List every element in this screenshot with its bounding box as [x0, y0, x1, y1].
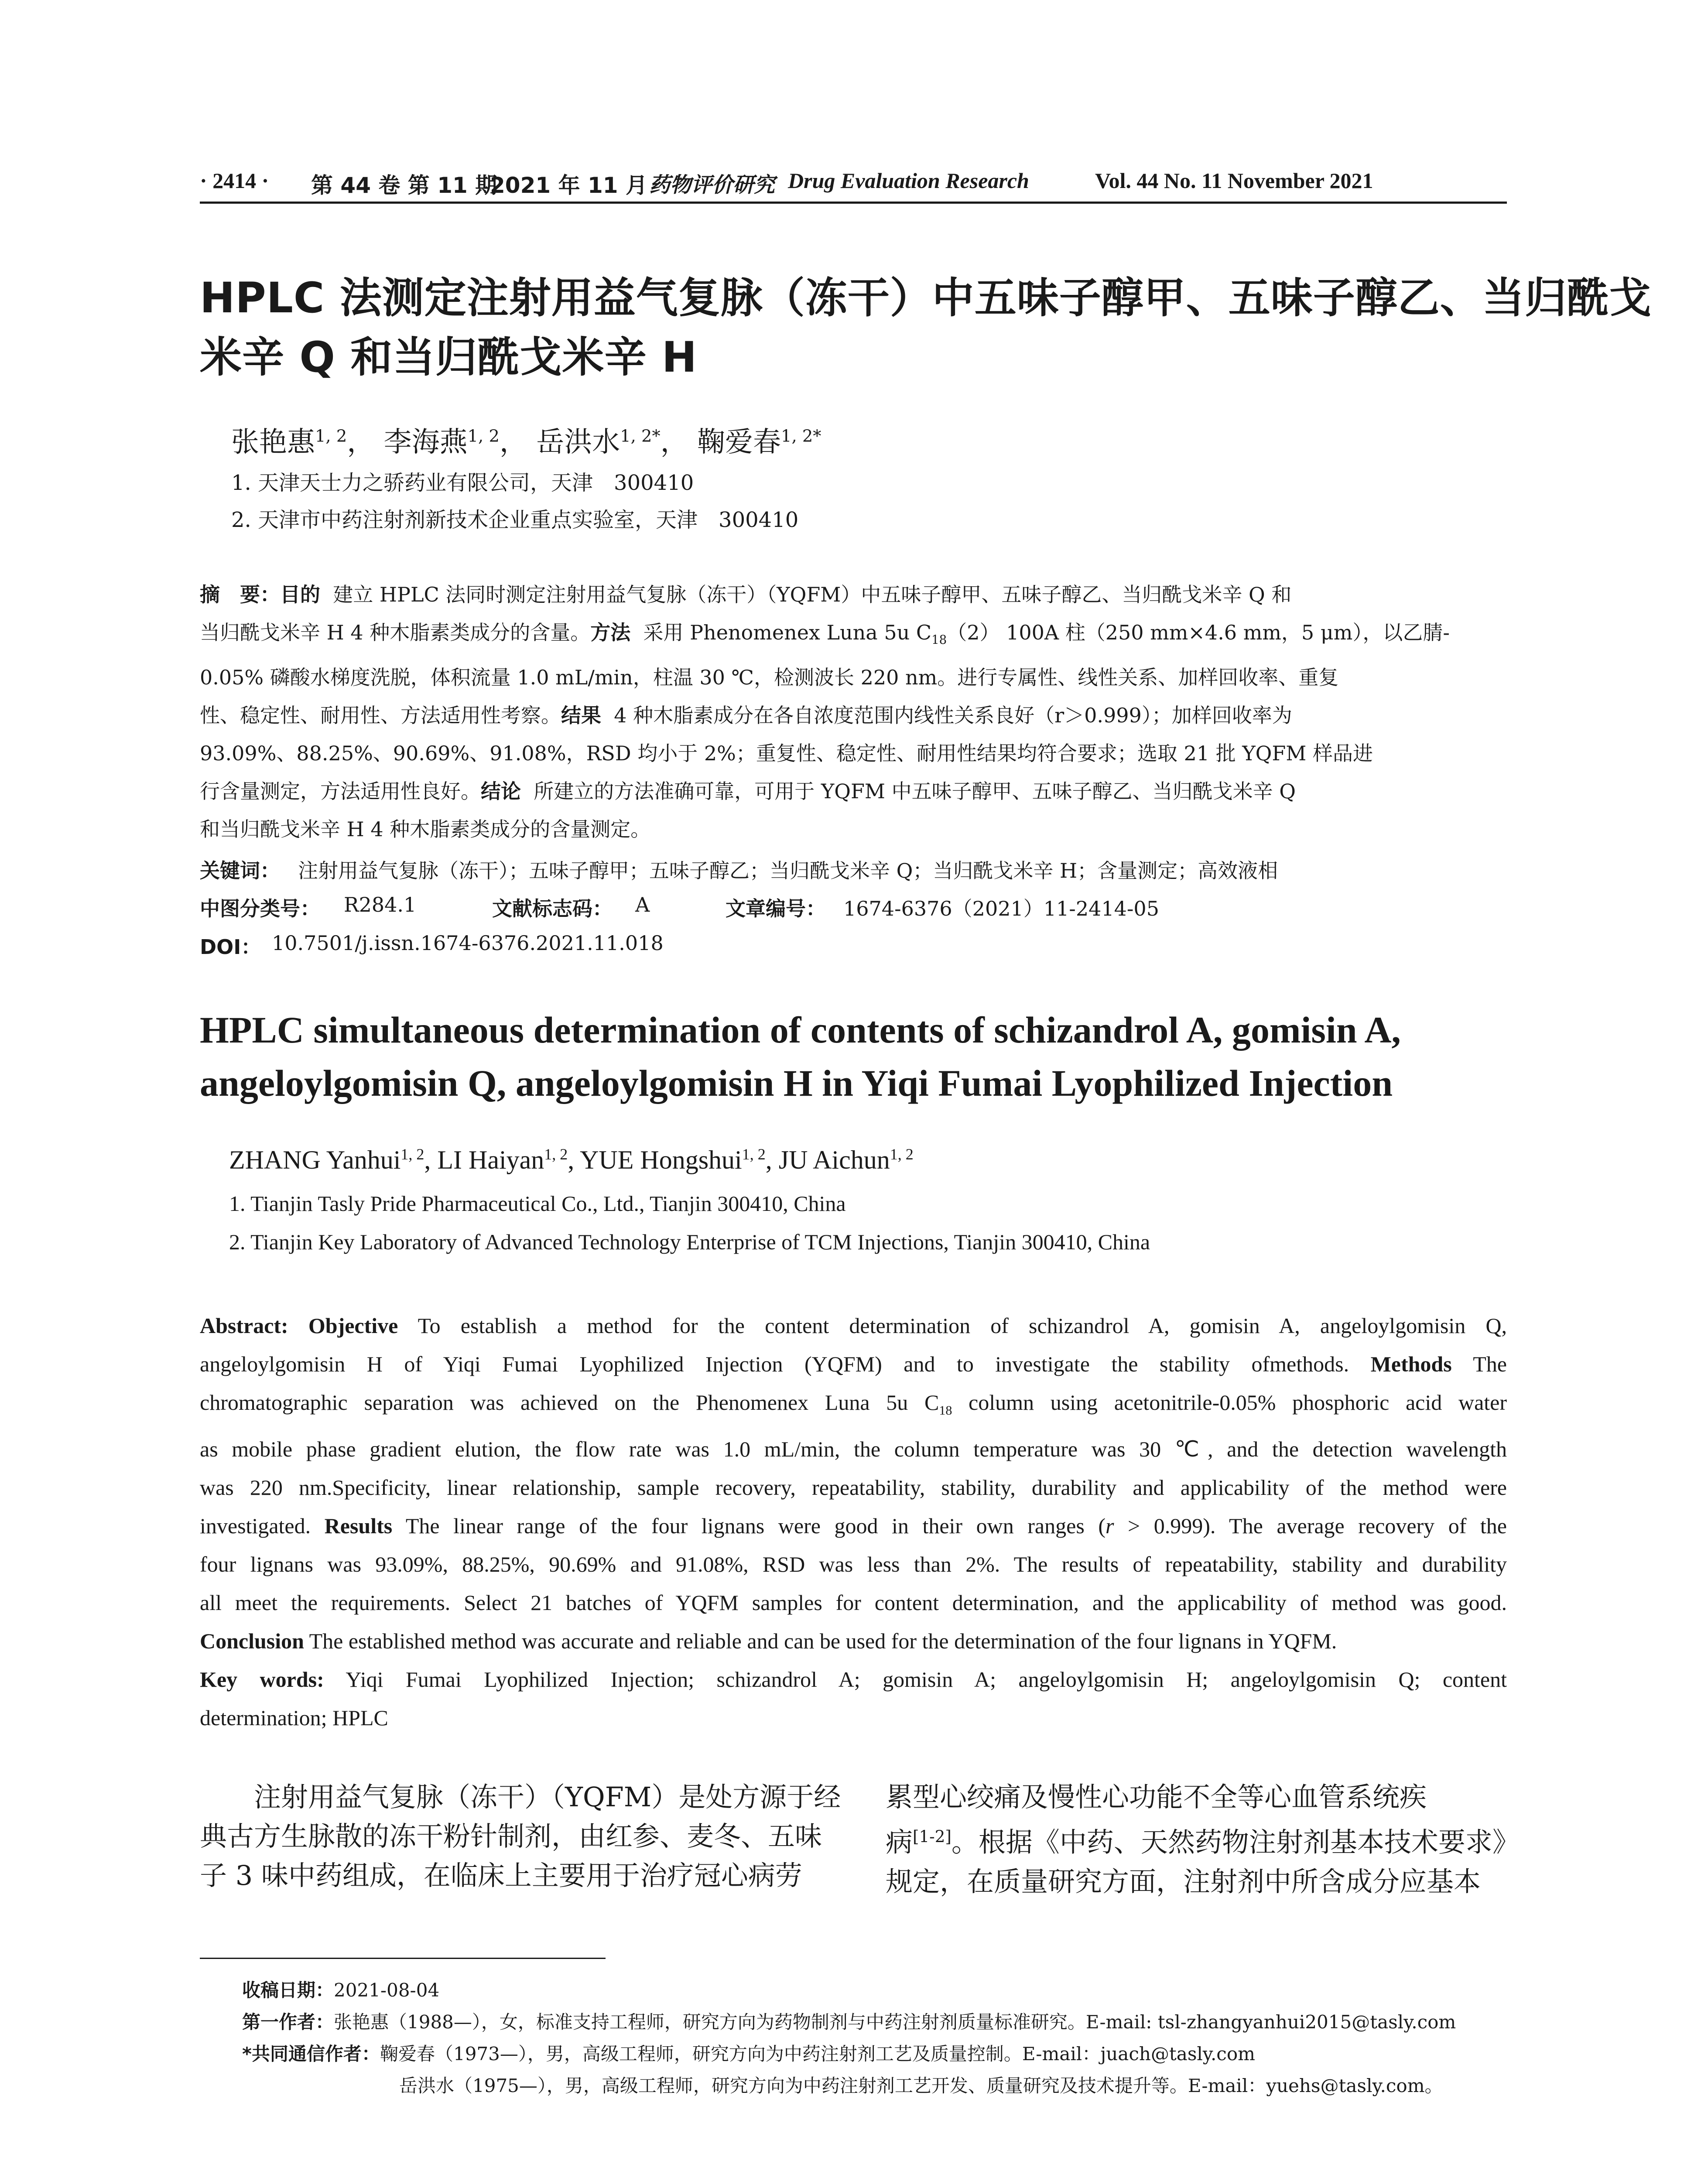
title-en-line-2: angeloylgomisin Q, angeloylgomisin H in Yiqi Fumai Lyophilized Injection	[200, 1062, 1393, 1104]
abstract-cn-line: 0.05% 磷酸水梯度洗脱，体积流量 1.0 mL/min，柱温 30 ℃，检测波长 220 nm。进行专属性、线性关系、加样回收率、重复	[200, 666, 1339, 690]
author-cn-affiliation: 1, 2*	[620, 426, 661, 446]
abstract-cn-line: （2） 100A 柱（250 mm×4.6 mm，5 μm），以乙腈-	[947, 621, 1450, 644]
body-line: 累型心绞痛及慢性心功能不全等心血管系统疾	[886, 1781, 1427, 1813]
abstract-cn-line: 性、稳定性、耐用性、方法适用性考察。	[200, 704, 561, 728]
clc-value: R284.1	[344, 893, 417, 916]
received-date: 2021-08-04	[334, 1979, 440, 2001]
header-rule	[200, 202, 1507, 204]
abstract-en-line: investigated.	[200, 1514, 311, 1538]
body-line: 病	[886, 1826, 913, 1858]
abstract-en	[200, 1306, 1507, 1737]
author-cn-affiliation: 1, 2	[315, 426, 347, 446]
author-separator: ，	[347, 426, 375, 458]
abstract-en-line: The	[1473, 1352, 1507, 1376]
keywords-en-text-cont: determination; HPLC	[200, 1706, 388, 1730]
abstract-en-line: column using acetonitrile-0.05% phosphoric acid water	[952, 1390, 1507, 1415]
conclusion-en-label: Conclusion	[200, 1629, 304, 1653]
article-number-value: 1674-6376（2021）11-2414-05	[843, 897, 1159, 920]
author-en: LI Haiyan	[437, 1145, 544, 1174]
body-line: 规定，在质量研究方面，注射剂中所含成分应基本	[886, 1865, 1481, 1897]
doc-code-value: A	[635, 893, 650, 916]
results-en-label: Results	[324, 1514, 393, 1538]
corresponding-author-2: 岳洪水（1975—），男，高级工程师，研究方向为中药注射剂工艺开发、质量研究及技术提升等。E-mail：yuehs@tasly.com。	[399, 2075, 1443, 2096]
abstract-cn-label: 摘 要：	[200, 583, 280, 606]
abstract-en-line: four lignans was 93.09%, 88.25%, 90.69% and 91.08%, RSD was less than 2%. The results of repeatability, stability and durability	[200, 1552, 1507, 1576]
author-separator: ,	[424, 1145, 438, 1174]
author-separator: ,	[568, 1145, 580, 1174]
corresponding-author-1: 鞠爱春（1973—），男，高级工程师，研究方向为中药注射剂工艺及质量控制。E-mail：juach@tasly.com	[380, 2043, 1255, 2065]
author-separator: ,	[765, 1145, 779, 1174]
body-column-left	[200, 1778, 841, 1895]
citation-ref: [1-2]	[913, 1827, 952, 1846]
result-cn-label: 结果	[561, 704, 601, 728]
author-cn: 李海燕	[383, 426, 468, 458]
article-title-en	[200, 1003, 1509, 1110]
objective-en-label: Objective	[308, 1313, 398, 1338]
clc-label: 中图分类号：	[200, 897, 320, 920]
author-en-affiliation: 1, 2	[544, 1145, 568, 1163]
author-en: JU Aichun	[778, 1145, 890, 1174]
author-cn-affiliation: 1, 2*	[781, 426, 821, 446]
author-separator: ，	[499, 426, 527, 458]
first-author-text: 张艳惠（1988—），女，标准支持工程师，研究方向为药物制剂与中药注射剂质量标准研究。E-mail: tsl-zhangyanhui2015@tasly.com	[334, 2011, 1456, 2033]
body-line: 子 3 味中药组成，在临床上主要用于治疗冠心病劳	[200, 1860, 802, 1891]
header-journal-cn-logo: 药物评价研究	[649, 174, 775, 197]
header-date-cn: 2021 年 11 月	[490, 173, 647, 198]
article-title-cn	[200, 268, 1652, 387]
footnote-corresponding	[242, 2040, 1255, 2066]
header-volume-en: Vol. 44 No. 11 November 2021	[1095, 168, 1373, 193]
title-cn-line-2: 米辛 Q 和当归酰戈米辛 H	[200, 333, 698, 382]
author-en-affiliation: 1, 2	[400, 1145, 424, 1163]
abstract-cn-line: 当归酰戈米辛 H 4 种木脂素类成分的含量。	[200, 621, 591, 644]
authors-cn	[231, 420, 821, 460]
title-cn-line-1: HPLC 法测定注射用益气复脉（冻干）中五味子醇甲、五味子醇乙、当归酰戈	[200, 273, 1652, 322]
keywords-cn-text: 注射用益气复脉（冻干）；五味子醇甲；五味子醇乙；当归酰戈米辛 Q；当归酰戈米辛 H；含量测定；高效液相	[298, 859, 1278, 882]
author-cn-affiliation: 1, 2	[467, 426, 500, 446]
abstract-cn-line: 建立 HPLC 法同时测定注射用益气复脉（冻干）（YQFM）中五味子醇甲、五味子醇乙、当归酰戈米辛 Q 和	[333, 583, 1292, 606]
author-cn: 鞠爱春	[697, 426, 781, 458]
header-volume-cn: 第 44 卷 第 11 期	[311, 173, 497, 198]
abstract-cn-line: 行含量测定，方法适用性良好。	[200, 779, 481, 803]
received-label: 收稿日期：	[242, 1979, 334, 2001]
title-en-line-1: HPLC simultaneous determination of contents of schizandrol A, gomisin A,	[200, 1009, 1401, 1051]
body-line: 典古方生脉散的冻干粉针制剂，由红参、麦冬、五味	[200, 1820, 822, 1852]
affiliation-cn-1: 1. 天津天士力之骄药业有限公司，天津 300410	[231, 471, 694, 495]
affiliation-cn-2: 2. 天津市中药注射剂新技术企业重点实验室，天津 300410	[231, 508, 799, 532]
abstract-en-line: angeloylgomisin H of Yiqi Fumai Lyophilized Injection (YQFM) and to investigate the stability ofmethods.	[200, 1352, 1349, 1376]
subscript-18: 18	[931, 632, 947, 647]
conclusion-cn-label: 结论	[481, 779, 521, 803]
abstract-cn-line: 4 种木脂素成分在各自浓度范围内线性关系良好（r＞0.999）；加样回收率为	[614, 704, 1292, 728]
doc-code-label: 文献标志码：	[492, 897, 613, 920]
author-en-affiliation: 1, 2	[742, 1145, 766, 1163]
objective-cn-label: 目的	[280, 583, 320, 606]
abstract-en-label: Abstract:	[200, 1313, 288, 1338]
doi-label: DOI：	[200, 935, 261, 959]
abstract-cn-line: 93.09%、88.25%、90.69%、91.08%，RSD 均小于 2%；重复性、稳定性、耐用性结果均符合要求；选取 21 批 YQFM 样品进	[200, 742, 1373, 766]
corresponding-label: *共同通信作者：	[242, 2043, 380, 2065]
keywords-cn-label: 关键词：	[200, 859, 280, 882]
authors-en	[229, 1145, 914, 1175]
abstract-en-line: The linear range of the four lignans were good in their own ranges (	[405, 1514, 1106, 1538]
doi-value: 10.7501/j.issn.1674-6376.2021.11.018	[272, 931, 664, 955]
subscript-18: 18	[939, 1403, 952, 1418]
header-journal-en: Drug Evaluation Research	[788, 168, 1029, 193]
body-column-right	[886, 1778, 1520, 1901]
abstract-en-line: To establish a method for the content determination of schizandrol A, gomisin A, angeloylgomisin Q,	[418, 1313, 1507, 1338]
footnote-received	[242, 1976, 439, 2002]
abstract-cn-line: 所建立的方法准确可靠，可用于 YQFM 中五味子醇甲、五味子醇乙、当归酰戈米辛 Q	[534, 779, 1296, 803]
abstract-cn-line: 采用 Phenomenex Luna 5u C	[643, 621, 932, 644]
keywords-en-label: Key words:	[200, 1667, 324, 1692]
author-en: YUE Hongshui	[580, 1145, 742, 1174]
abstract-en-line: The established method was accurate and reliable and can be used for the determination of the four lignans in YQFM.	[309, 1629, 1337, 1653]
abstract-cn-line: 和当归酰戈米辛 H 4 种木脂素类成分的含量测定。	[200, 817, 651, 841]
article-number-label: 文章编号：	[726, 897, 826, 920]
author-cn: 张艳惠	[231, 426, 315, 458]
footnote-rule	[200, 1958, 606, 1959]
abstract-en-italic-r: r	[1105, 1514, 1114, 1538]
author-en: ZHANG Yanhui	[229, 1145, 401, 1174]
author-en-affiliation: 1, 2	[890, 1145, 914, 1163]
abstract-en-line: was 220 nm.Specificity, linear relationship, sample recovery, repeatability, stability, durability and applicability of the method were	[200, 1475, 1507, 1500]
method-cn-label: 方法	[590, 621, 631, 644]
affiliation-en-1: 1. Tianjin Tasly Pride Pharmaceutical Co., Ltd., Tianjin 300410, China	[229, 1191, 846, 1216]
running-header	[200, 168, 1509, 198]
footnote-first-author	[242, 2008, 1456, 2034]
keywords-en-text: Yiqi Fumai Lyophilized Injection; schizandrol A; gomisin A; angeloylgomisin H; angeloylgomisin Q; content	[346, 1667, 1507, 1692]
abstract-en-line: as mobile phase gradient elution, the flow rate was 1.0 mL/min, the column temperature was 30 ℃, and the detection wavelength	[200, 1437, 1507, 1461]
abstract-en-line: chromatographic separation was achieved on the Phenomenex Luna 5u C	[200, 1390, 939, 1415]
abstract-cn	[200, 576, 1507, 848]
abstract-en-line: all meet the requirements. Select 21 batches of YQFM samples for content determination, and the applicability of method was good.	[200, 1590, 1507, 1615]
affiliation-en-2: 2. Tianjin Key Laboratory of Advanced Technology Enterprise of TCM Injections, Tianjin 300410, China	[229, 1230, 1150, 1254]
author-cn: 岳洪水	[536, 426, 620, 458]
abstract-en-line: > 0.999). The average recovery of the	[1114, 1514, 1507, 1538]
author-separator: ，	[660, 426, 688, 458]
body-line: 。根据《中药、天然药物注射剂基本技术要求》	[951, 1826, 1520, 1858]
header-page-number: · 2414 ·	[200, 168, 269, 193]
body-line: 注射用益气复脉（冻干）（YQFM）是处方源于经	[254, 1781, 841, 1813]
first-author-label: 第一作者：	[242, 2011, 334, 2033]
methods-en-label: Methods	[1370, 1352, 1452, 1376]
